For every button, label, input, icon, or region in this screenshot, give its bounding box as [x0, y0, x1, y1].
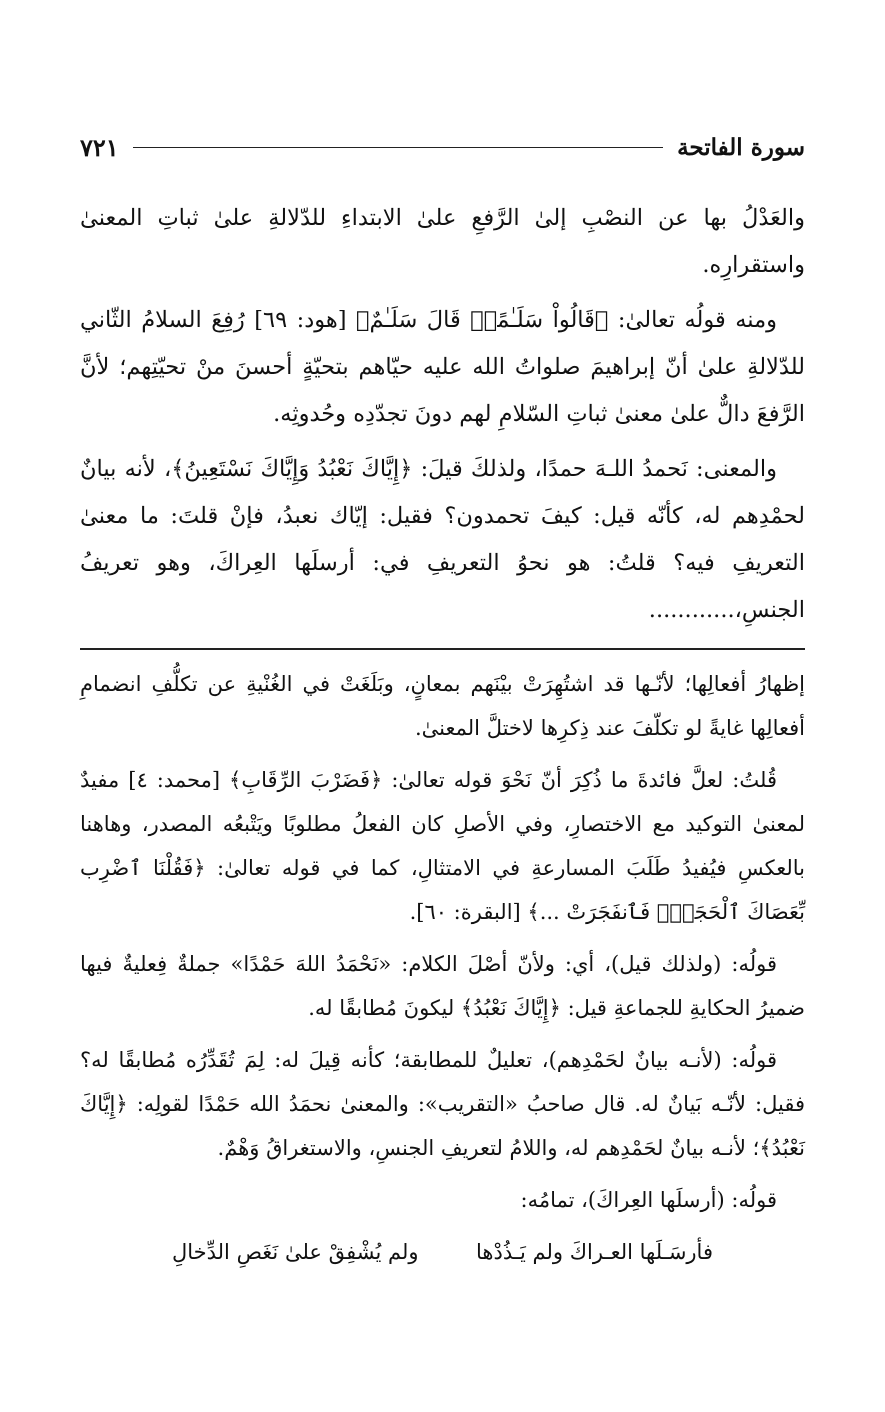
page-header: [80, 125, 805, 169]
main-text: [80, 195, 805, 634]
main-paragraph-2: ومنه قولُه تعالىٰ: ﴿قَالُواْ سَلَـٰمًاۖ قَالَ سَلَـٰمٌ﴾ [هود: ٦٩] رُفِعَ السلامُ الثّاني للدّلالةِ علىٰ أنّ إبراهيمَ صلواتُ الله عليه حيّاهم بتحيّةٍ أحسنَ منْ تحيّتِهم؛ لأنَّ الرَّفعَ دالٌّ علىٰ معنىٰ ثباتِ السّلامِ لهم دونَ تجدّدِه وحُدوثِه.: [80, 307, 805, 427]
header-rule: [133, 147, 663, 148]
poem-verse: [80, 1230, 805, 1274]
poem-first-hemistich: فأرسَـلَها العـراكَ ولم يَـذُدْها: [476, 1240, 713, 1264]
note-paragraph-3: قولُه: (ولذلك قيل)، أي: ولأنّ أصْلَ الكلام: «نَحْمَدُ اللهَ حَمْدًا» جملةٌ فِعليةٌ فيها ضميرُ الحكايةِ للجماعةِ قيل: ﴿إِيَّاكَ نَعْبُدُ﴾ ليكونَ مُطابقًا له.: [80, 952, 805, 1020]
note-paragraph-5: قولُه: (أرسلَها العِراكَ)، تمامُه:: [520, 1188, 777, 1212]
main-paragraph-3: والمعنى: نَحمدُ اللـهَ حمدًا، ولذلكَ قيلَ: ﴿إِيَّاكَ نَعْبُدُ وَإِيَّاكَ نَسْتَعِينُ﴾، لأنه بيانٌ لحمْدِهم له، كأنّه قيل: كيفَ تحمدون؟ فقيل: إيّاك نعبدُ، فإنْ قلتَ: ما معنىٰ التعريفِ فيه؟ قلتُ: هو نحوُ التعريفِ في: أرسلَها العِراكَ، وهو تعريفُ الجنسِ،............: [80, 456, 805, 623]
note-paragraph-4: قولُه: (لأنـه بيانٌ لحَمْدِهم)، تعليلٌ للمطابقة؛ كأنه قِيلَ له: لِمَ تُقَدِّرُه مُطابقًا له؟ فقيل: لأنّـه بَيانٌ له. قال صاحبُ «التقريب»: والمعنىٰ نحمَدُ الله حَمْدًا لقولِه: ﴿إِيَّاكَ نَعْبُدُ﴾؛ لأنـه بيانٌ لحَمْدِهم له، واللامُ لتعريفِ الجنسِ، والاستغراقُ وَهْمٌ.: [80, 1048, 805, 1160]
book-page: [80, 125, 805, 1274]
page-number: ٧٢١: [80, 132, 119, 162]
footnote-separator: [80, 648, 805, 650]
running-title: سورة الفاتحة: [677, 133, 805, 161]
poem-second-hemistich: ولم يُشْفِقْ علىٰ نَغَصِ الدِّخالِ: [172, 1240, 419, 1264]
note-paragraph-1: إظهارُ أفعالِها؛ لأنّـها قد اشتُهِرَتْ بيْنَهم بمعانٍ، وبَلَغَتْ في الغُنْيةِ عن تكلُّفِ انضمامِ أفعالِها غايةً لو تكلّفَ عند ذِكرِها لاختلَّ المعنىٰ.: [80, 672, 805, 740]
commentary-notes: [80, 662, 805, 1274]
main-paragraph-1: والعَدْلُ بها عن النصْبِ إلىٰ الرَّفعِ علىٰ الابتداءِ للدّلالةِ علىٰ ثباتِ المعنىٰ واستقرارِه.: [80, 205, 805, 278]
note-paragraph-2: قُلتُ: لعلَّ فائدةَ ما ذُكِرَ أنّ نَحْوَ قوله تعالىٰ: ﴿فَضَرْبَ الرِّقَابِ﴾ [محمد: ٤] مفيدٌ لمعنىٰ التوكيد مع الاختصارِ، وفي الأصلِ كان الفعلُ مطلوبًا ويَتْبعُه المصدر، وهاهنا بالعكسِ فيُفيدُ طَلَبَ المسارعةِ في الامتثالِ، كما في قوله تعالىٰ: ﴿فَقُلْنَا ٱضْرِب بِّعَصَاكَ ٱلْحَجَرَۖ فَٱنفَجَرَتْ ...﴾ [البقرة: ٦٠].: [80, 768, 805, 924]
